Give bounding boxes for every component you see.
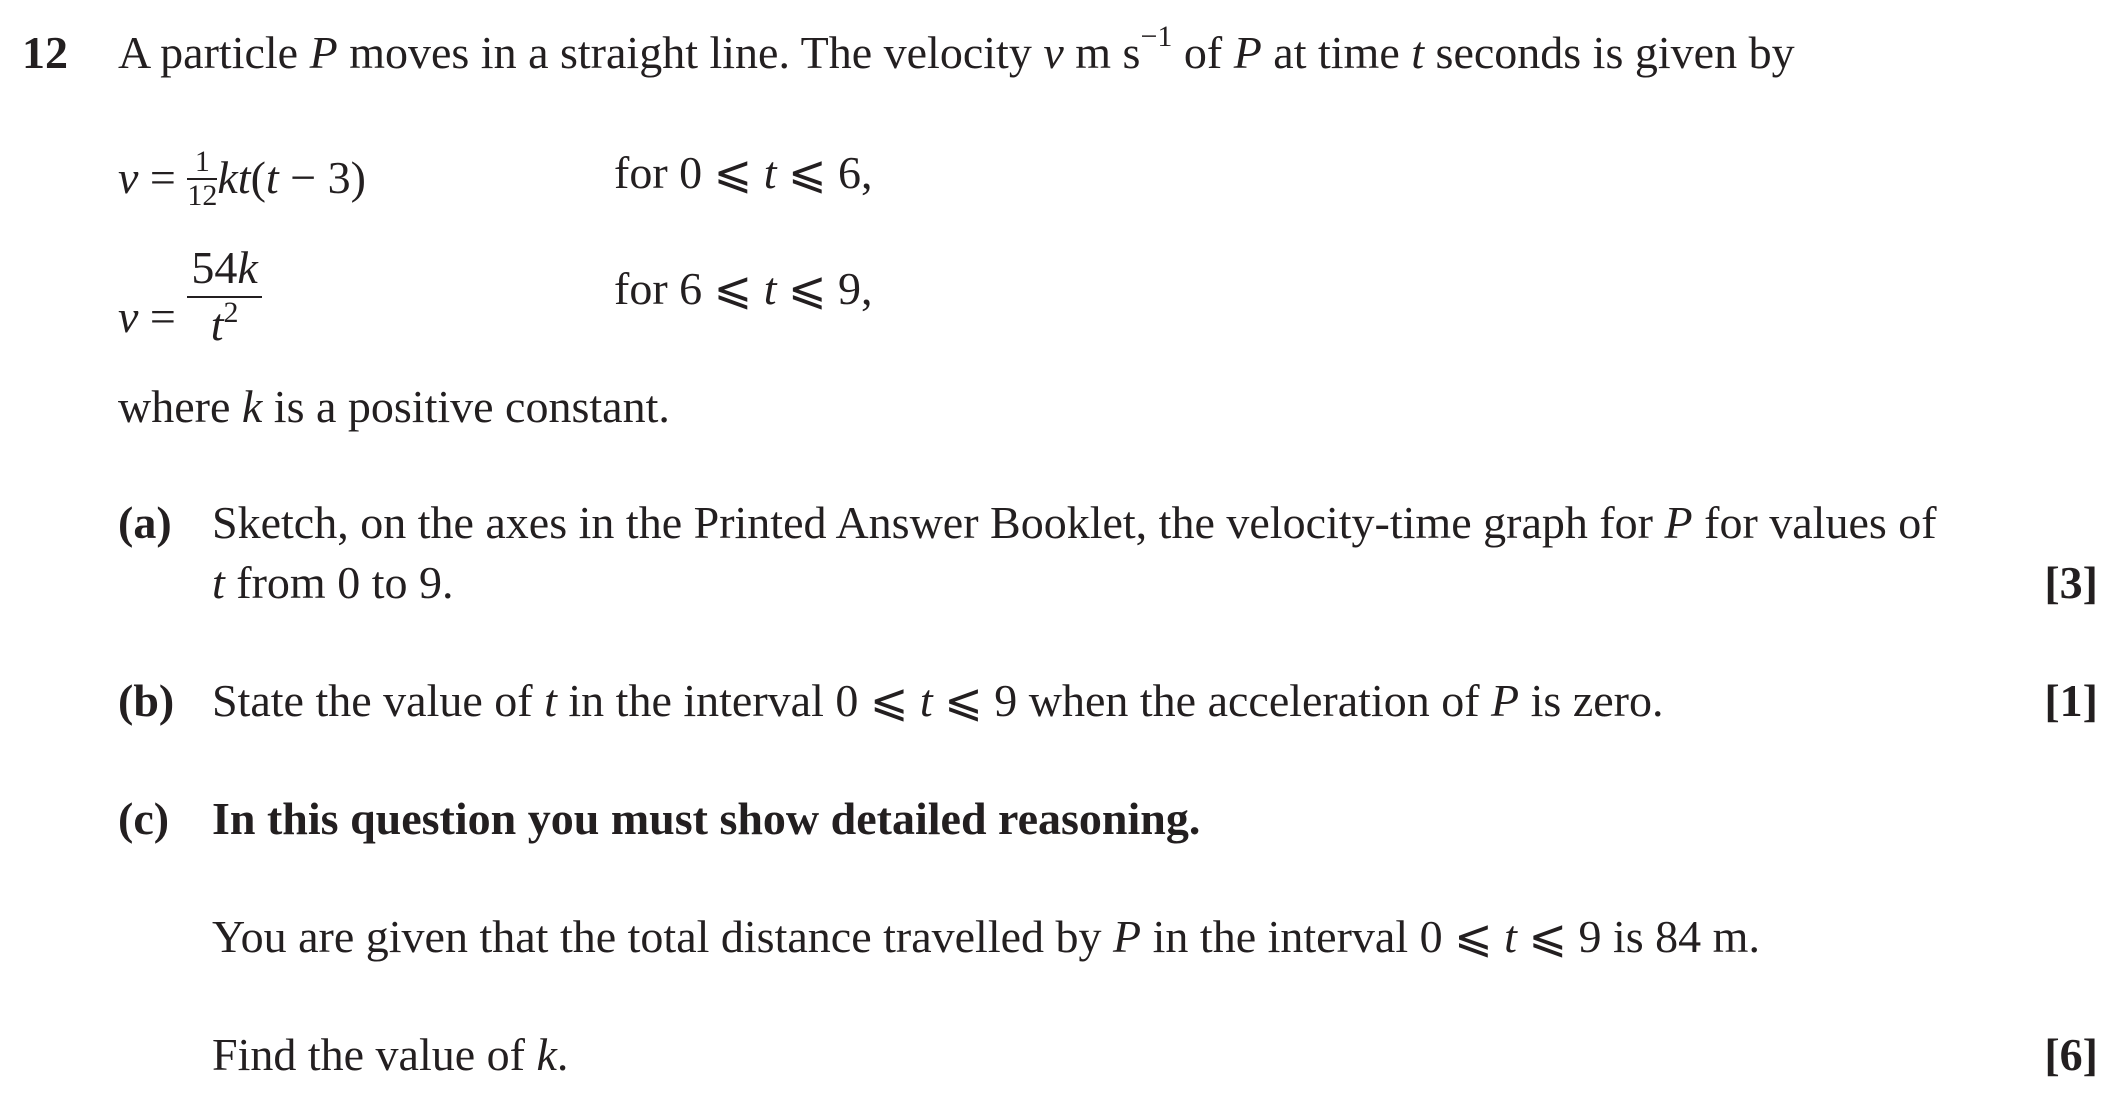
intro-text: at time	[1261, 27, 1412, 78]
condition-text: for 6 ⩽	[614, 263, 764, 314]
part-c-text-segment: ⩽ 9 is 84 m.	[1516, 911, 1760, 962]
part-a-marks: [3]	[2044, 557, 2098, 608]
part-c-instruction: In this question you must show detailed reasoning.	[212, 793, 1201, 844]
var-k: k	[237, 242, 258, 293]
exponent: 2	[223, 296, 239, 330]
part-c-label: (c)	[118, 793, 170, 844]
var-v: v	[1043, 27, 1064, 78]
question-number: 12	[22, 27, 68, 78]
intro-text: moves in a straight line. The velocity	[337, 27, 1044, 78]
where-text: where	[118, 381, 242, 432]
var-t: t	[1504, 911, 1517, 962]
part-b-text-segment: in the interval 0 ⩽	[556, 675, 920, 726]
var-P: P	[1491, 675, 1520, 726]
var-P: P	[1664, 497, 1693, 548]
condition-text: ⩽ 6,	[776, 147, 873, 198]
var-P: P	[309, 27, 338, 78]
fraction-numerator: 1	[187, 146, 217, 180]
intro-text: of	[1172, 27, 1234, 78]
paren-open: (	[250, 152, 266, 204]
part-a-label: (a)	[118, 497, 172, 548]
var-t: t	[210, 299, 224, 351]
var-k: k	[241, 381, 263, 432]
equals-sign: =	[138, 152, 188, 204]
part-a-text-line2	[212, 557, 454, 608]
part-b-marks: [1]	[2044, 675, 2098, 726]
var-t: t	[265, 152, 279, 204]
fraction-54k-over-t2	[187, 244, 261, 351]
numerator-number: 54	[191, 242, 238, 293]
part-c-text-segment: Find the value of	[212, 1029, 537, 1080]
equals-sign: =	[138, 291, 188, 343]
var-t: t	[212, 557, 225, 608]
part-c-text-segment: .	[556, 1029, 569, 1080]
constant-statement	[118, 381, 670, 432]
intro-text: A particle	[118, 27, 310, 78]
var-t: t	[919, 675, 933, 726]
condition-text: ⩽ 9,	[776, 263, 873, 314]
var-v: v	[118, 291, 139, 343]
part-a-text: for values of	[1692, 497, 1937, 548]
part-b-text-segment: is zero.	[1519, 675, 1664, 726]
condition-text: for 0 ⩽	[614, 147, 764, 198]
var-t: t	[544, 675, 557, 726]
fraction-numerator	[187, 244, 261, 298]
fraction-one-twelfth	[187, 146, 217, 211]
velocity-equation-1	[118, 145, 366, 215]
where-text: is a positive constant.	[262, 381, 670, 432]
expression-rest: − 3)	[278, 152, 366, 204]
fraction-denominator	[187, 298, 261, 351]
part-c-text-segment: You are given that the total distance travelled by	[212, 911, 1114, 962]
part-c-given	[212, 911, 1760, 962]
part-c-find	[212, 1029, 569, 1080]
part-a-text-line1	[212, 497, 1937, 548]
var-t: t	[763, 147, 777, 198]
part-b-label: (b)	[118, 675, 175, 726]
var-t: t	[237, 152, 251, 204]
part-b-text-segment: State the value of	[212, 675, 545, 726]
condition-2	[614, 263, 873, 314]
part-b-text-segment: ⩽ 9 when the acceleration of	[932, 675, 1492, 726]
condition-1	[614, 147, 873, 198]
unit-ms: m s	[1063, 27, 1141, 78]
var-k: k	[536, 1029, 557, 1080]
var-P: P	[1233, 27, 1262, 78]
velocity-equation-2	[118, 240, 262, 351]
part-c-text-segment: in the interval 0 ⩽	[1141, 911, 1505, 962]
unit-exponent: −1	[1140, 20, 1173, 53]
var-t: t	[1411, 27, 1425, 78]
var-t: t	[763, 263, 777, 314]
fraction-denominator: 12	[187, 178, 218, 212]
part-b-text	[212, 675, 1664, 726]
var-P: P	[1113, 911, 1142, 962]
part-a-text: Sketch, on the axes in the Printed Answer Booklet, the velocity-time graph for	[212, 497, 1665, 548]
var-v: v	[118, 152, 139, 204]
var-k: k	[217, 152, 238, 204]
intro-text: seconds is given by	[1424, 27, 1795, 78]
part-c-marks: [6]	[2044, 1029, 2098, 1080]
part-a-text: from 0 to 9.	[224, 557, 454, 608]
question-intro	[118, 20, 1795, 78]
